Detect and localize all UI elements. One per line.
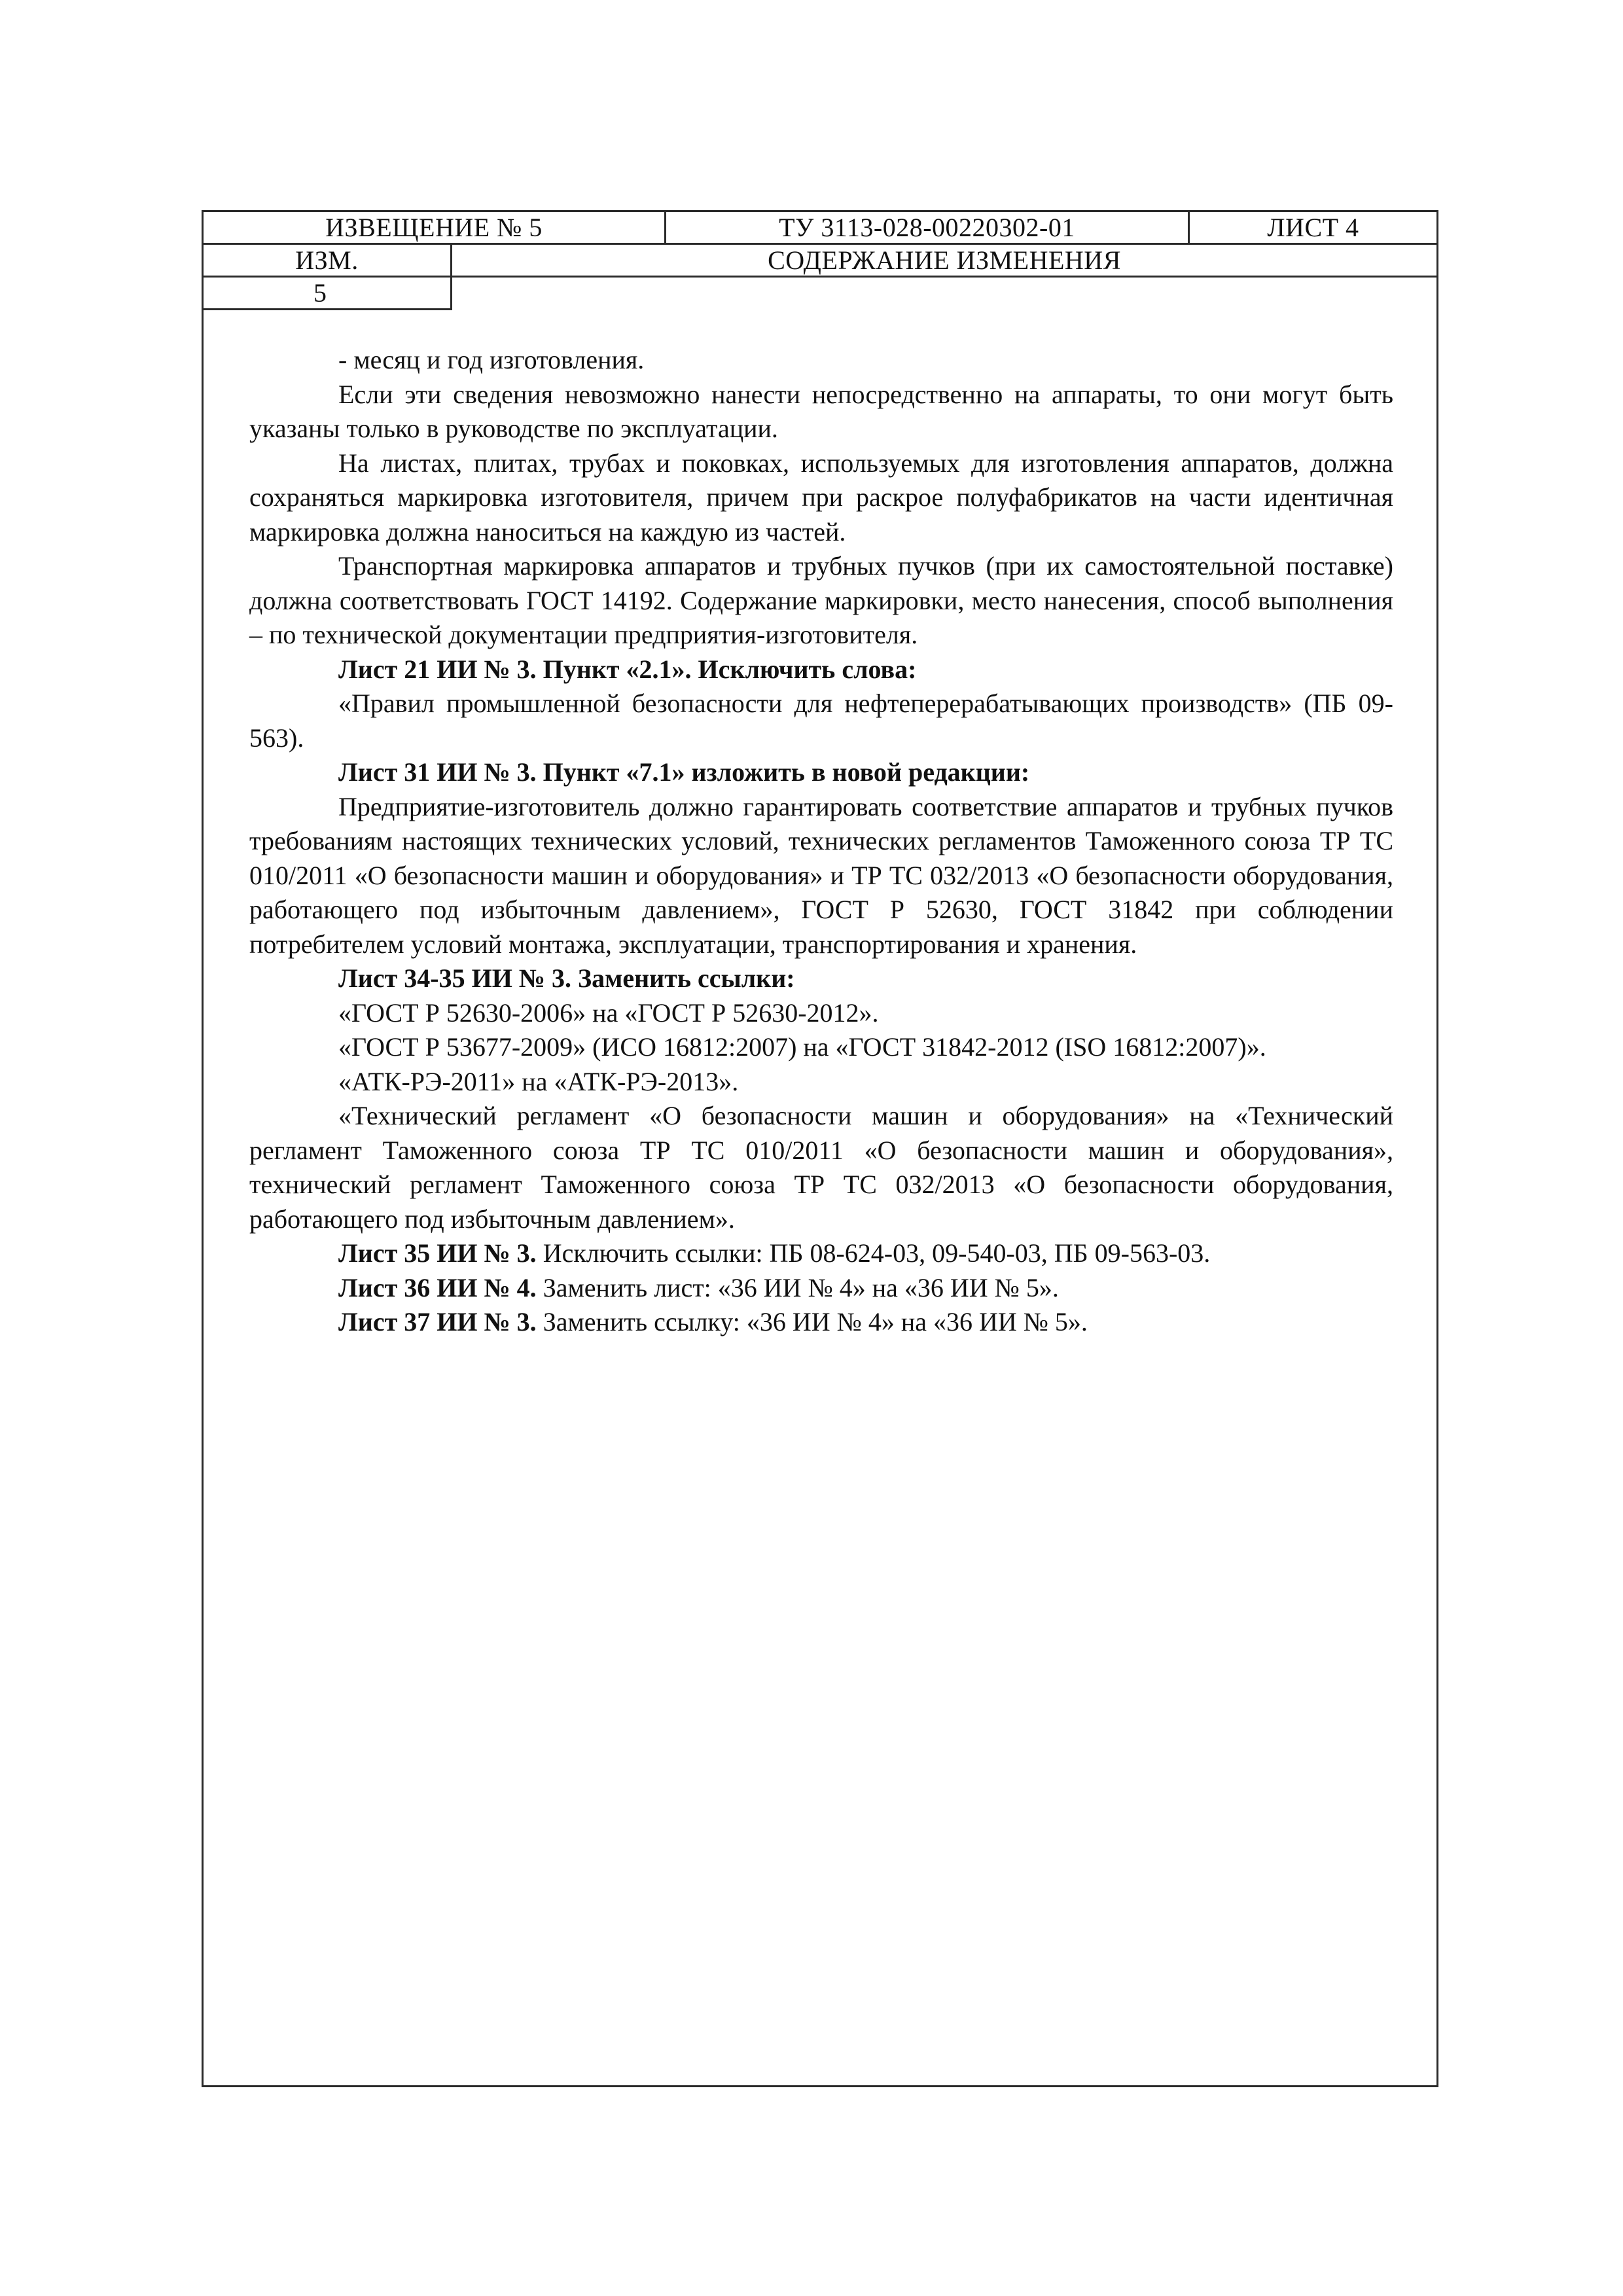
document-frame [202,210,1438,2087]
document-code: ТУ 3113-028-00220302-01 [666,212,1190,243]
change-content-label: СОДЕРЖАНИЕ ИЗМЕНЕНИЯ [768,245,1121,275]
change-number: 5 [204,278,452,310]
sheet-change-line [249,1271,1393,1306]
sheet-ref: Лист 37 ИИ № 3. [338,1307,537,1336]
paragraph: Предприятие-изготовитель должно гарантировать соответствие аппаратов и трубных пучков требованиям настоящих технических условий, технических регламентов Таможенного союза ТР ТС 010/2011 «О безопасности машин и оборудования» и ТР ТС 032/2013 «О безопасности оборудования, работающего под избыточным давлением», ГОСТ Р 52630, ГОСТ 31842 при соблюдении потребителем условий монтажа, эксплуатации, транспортирования и хранения. [249,791,1393,959]
sheet-change-text: Заменить ссылку: «36 ИИ № 4» на «36 ИИ № 5». [536,1307,1088,1336]
paragraph: «АТК-РЭ-2011» на «АТК-РЭ-2013». [338,1066,739,1096]
section-heading: Лист 21 ИИ № 3. Пункт «2.1». Исключить слова: [338,654,917,684]
change-label: ИЗМ. [204,245,452,276]
paragraph: «ГОСТ Р 53677-2009» (ИСО 16812:2007) на «ГОСТ 31842-2012 (ISO 16812:2007)». [338,1032,1266,1062]
header-row-bottom [204,245,1436,278]
sheet-change-text: Заменить лист: «36 ИИ № 4» на «36 ИИ № 5». [536,1272,1059,1302]
sheet-ref: Лист 36 ИИ № 4. [338,1272,537,1302]
sheet-change-text: Исключить ссылки: ПБ 08-624-03, 09-540-03, ПБ 09-563-03. [536,1238,1211,1268]
paragraph: Транспортная маркировка аппаратов и трубных пучков (при их самостоятельной поставке) должна соответствовать ГОСТ 14192. Содержание маркировки, место нанесения, способ выполнения – по технической документации предприятия-изготовителя. [249,551,1393,649]
paragraph: - месяц и год изготовления. [338,345,645,374]
sheet-change-line [249,1305,1393,1340]
paragraph: «ГОСТ Р 52630-2006» на «ГОСТ Р 52630-2012». [338,997,879,1028]
notice-number: ИЗВЕЩЕНИЕ № 5 [204,212,666,243]
paragraph: Если эти сведения невозможно нанести непосредственно на аппараты, то они могут быть указаны только в руководстве по эксплуатации. [249,379,1393,443]
header-row-top [204,212,1436,245]
paragraph: «Правил промышленной безопасности для нефтеперерабатывающих производств» (ПБ 09-563). [249,689,1393,753]
sheet-number: ЛИСТ 4 [1267,213,1359,242]
sheet-change-line [249,1236,1393,1271]
paragraph: На листах, плитах, трубах и поковках, используемых для изготовления аппаратов, должна сохраняться маркировка изготовителя, причем при раскрое полуфабрикатов на части идентичная маркировка должна наноситься на каждую из частей. [249,448,1393,547]
section-heading: Лист 34-35 ИИ № 3. Заменить ссылки: [338,963,795,993]
sheet-ref: Лист 35 ИИ № 3. [338,1238,537,1268]
paragraph: «Технический регламент «О безопасности машин и оборудования» на «Технический регламент Таможенного союза ТР ТС 010/2011 «О безопасности машин и оборудования», технический регламент Таможенного союза ТР ТС 032/2013 «О безопасности оборудования, работающего под избыточным давлением». [249,1101,1393,1234]
change-content [249,343,1393,1340]
section-heading: Лист 31 ИИ № 3. Пункт «7.1» изложить в новой редакции: [338,757,1030,787]
